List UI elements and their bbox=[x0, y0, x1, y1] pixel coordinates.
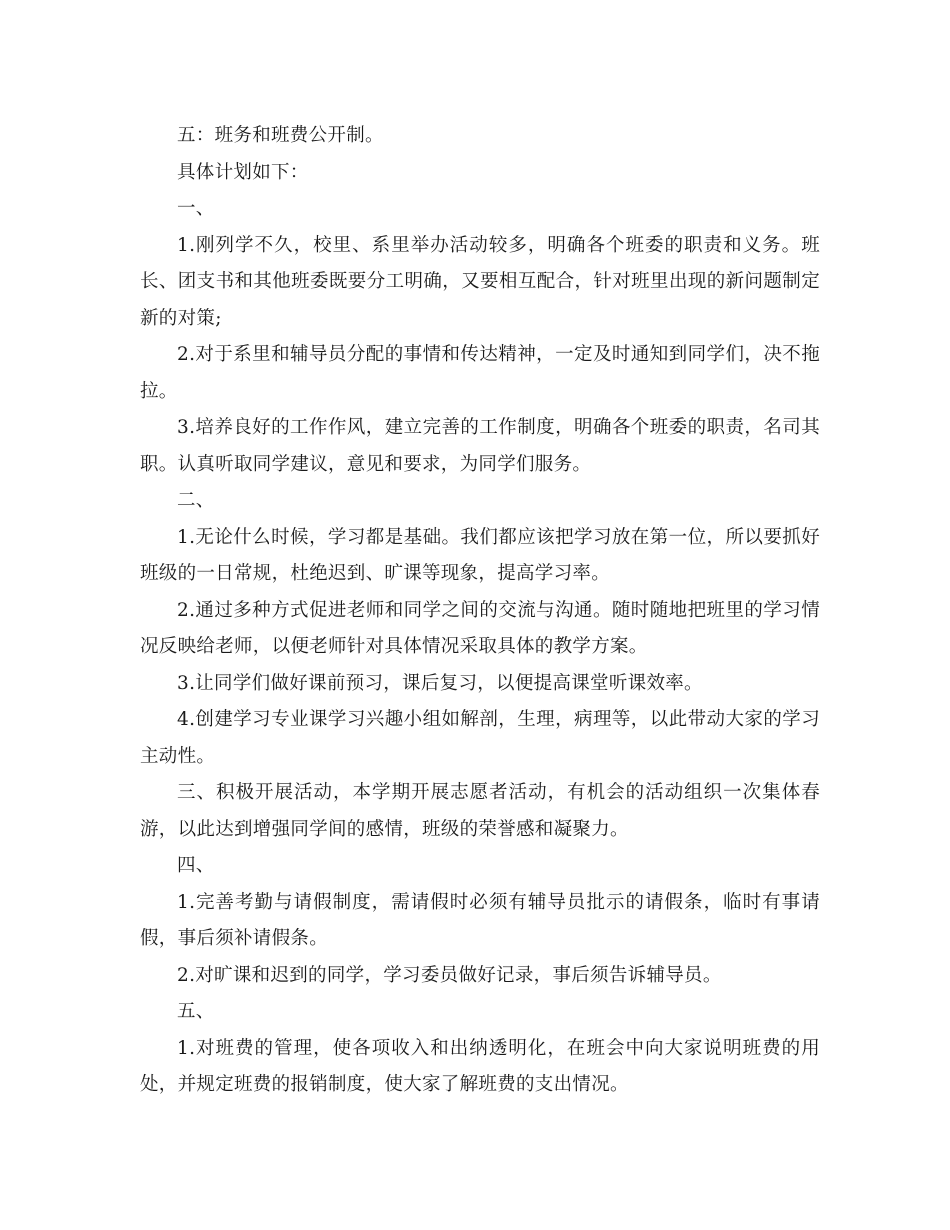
paragraph-public-finance-heading: 五：班务和班费公开制。 bbox=[177, 125, 384, 146]
paragraph-1-3: 3.培养良好的工作作风，建立完善的工作制度，明确各个班委的职责，名司其职。认真听取同学建议，意见和要求，为同学们服务。 bbox=[140, 417, 820, 475]
document-page bbox=[140, 118, 820, 1104]
paragraph-2-1: 1.无论什么时候，学习都是基础。我们都应该把学习放在第一位，所以要抓好班级的一日常规，杜绝迟到、旷课等现象，提高学习率。 bbox=[140, 526, 820, 584]
paragraph-plan-intro: 具体计划如下： bbox=[177, 161, 309, 183]
paragraph-4-1: 1.完善考勤与请假制度，需请假时必须有辅导员批示的请假条，临时有事请假，事后须补请假条。 bbox=[140, 891, 820, 949]
paragraph-2-4: 4.创建学习专业课学习兴趣小组如解剖，生理，病理等，以此带动大家的学习主动性。 bbox=[140, 709, 820, 767]
section-heading-4: 四、 bbox=[177, 855, 215, 876]
section-heading-5: 五、 bbox=[177, 1001, 215, 1022]
section-heading-1: 一、 bbox=[177, 198, 215, 219]
paragraph-1-1: 1.刚列学不久，校里、系里举办活动较多，明确各个班委的职责和义务。班长、团支书和其他班委既要分工明确，又要相互配合，针对班里出现的新问题制定新的对策; bbox=[140, 234, 820, 329]
paragraph-3: 三、积极开展活动，本学期开展志愿者活动，有机会的活动组织一次集体春游，以此达到增强同学间的感情，班级的荣誉感和凝聚力。 bbox=[140, 782, 820, 840]
section-heading-2: 二、 bbox=[177, 490, 215, 511]
paragraph-2-3: 3.让同学们做好课前预习，课后复习，以便提高课堂听课效率。 bbox=[177, 672, 703, 694]
paragraph-4-2: 2.对旷课和迟到的同学，学习委员做好记录，事后须告诉辅导员。 bbox=[177, 964, 722, 986]
paragraph-1-2: 2.对于系里和辅导员分配的事情和传达精神，一定及时通知到同学们，决不拖拉。 bbox=[140, 344, 820, 402]
paragraph-2-2: 2.通过多种方式促进老师和同学之间的交流与沟通。随时随地把班里的学习情况反映给老师，以便老师针对具体情况采取具体的教学方案。 bbox=[140, 599, 820, 657]
paragraph-5-1: 1.对班费的管理，使各项收入和出纳透明化，在班会中向大家说明班费的用处，并规定班费的报销制度，使大家了解班费的支出情况。 bbox=[140, 1037, 820, 1095]
